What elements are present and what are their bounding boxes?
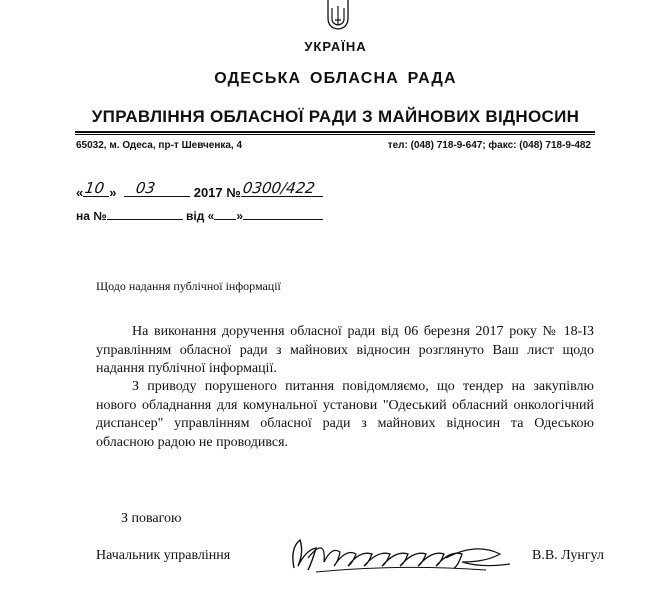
country-title: УКРАЇНА (304, 39, 367, 54)
handwritten-signature-icon (286, 528, 516, 580)
date-quote-close: » (109, 185, 117, 200)
subject-line: Щодо надання публічної інформації (96, 279, 281, 293)
ref-number-blank (107, 207, 183, 220)
day-blank (83, 179, 109, 197)
number-blank (241, 179, 323, 197)
trident-coat-of-arms-icon (318, 0, 358, 30)
ref-quote-close: » (236, 209, 244, 223)
date-quote-open: « (76, 185, 84, 200)
postal-address: 65032, м. Одеса, пр-т Шевченка, 4 (76, 140, 243, 151)
month-blank (124, 179, 190, 197)
year: 2017 (193, 185, 223, 200)
body-paragraph-1: На виконання доручення обласної ради від 06 березня 2017 року № 18-ІЗ управлінням обласної ради з майнових відносин розглянуто Ваш лист щодо надання публічної інформації. (96, 324, 594, 376)
number-label: № (226, 185, 241, 200)
ref-from: від (185, 209, 205, 223)
signatory-name: В.В. Лунгул (532, 548, 604, 563)
ref-quote-open: « (207, 209, 215, 223)
closing-phrase: З повагою (121, 511, 182, 526)
council-title: ОДЕСЬКА ОБЛАСНА РАДА (214, 70, 457, 87)
ref-prefix: на № (76, 209, 107, 223)
phone-fax: тел: (048) 718-9-647; факс: (048) 718-9-482 (387, 140, 591, 151)
handwritten-month: 03 (134, 179, 157, 197)
handwritten-number: 0300/422 (241, 179, 316, 197)
header-divider-thick (75, 131, 595, 133)
reference-line (76, 207, 323, 223)
ref-date-blank (243, 207, 323, 220)
department-title: УПРАВЛІННЯ ОБЛАСНОЇ РАДИ З МАЙНОВИХ ВІДНОСИН (91, 107, 580, 126)
outgoing-date-line (76, 179, 323, 200)
ref-day-blank (214, 207, 236, 220)
body-paragraph-2: З приводу порушеного питання повідомляємо, що тендер на закупівлю нового обладнання для комунальної установи "Одеський обласний онкологічний диспансер" управлінням обласної ради з майнових відносин та Одеською обласною радою не проводився. (96, 379, 594, 450)
handwritten-day: 10 (83, 179, 106, 197)
signatory-position: Начальник управління (96, 548, 231, 563)
header-divider-thin (75, 134, 595, 135)
